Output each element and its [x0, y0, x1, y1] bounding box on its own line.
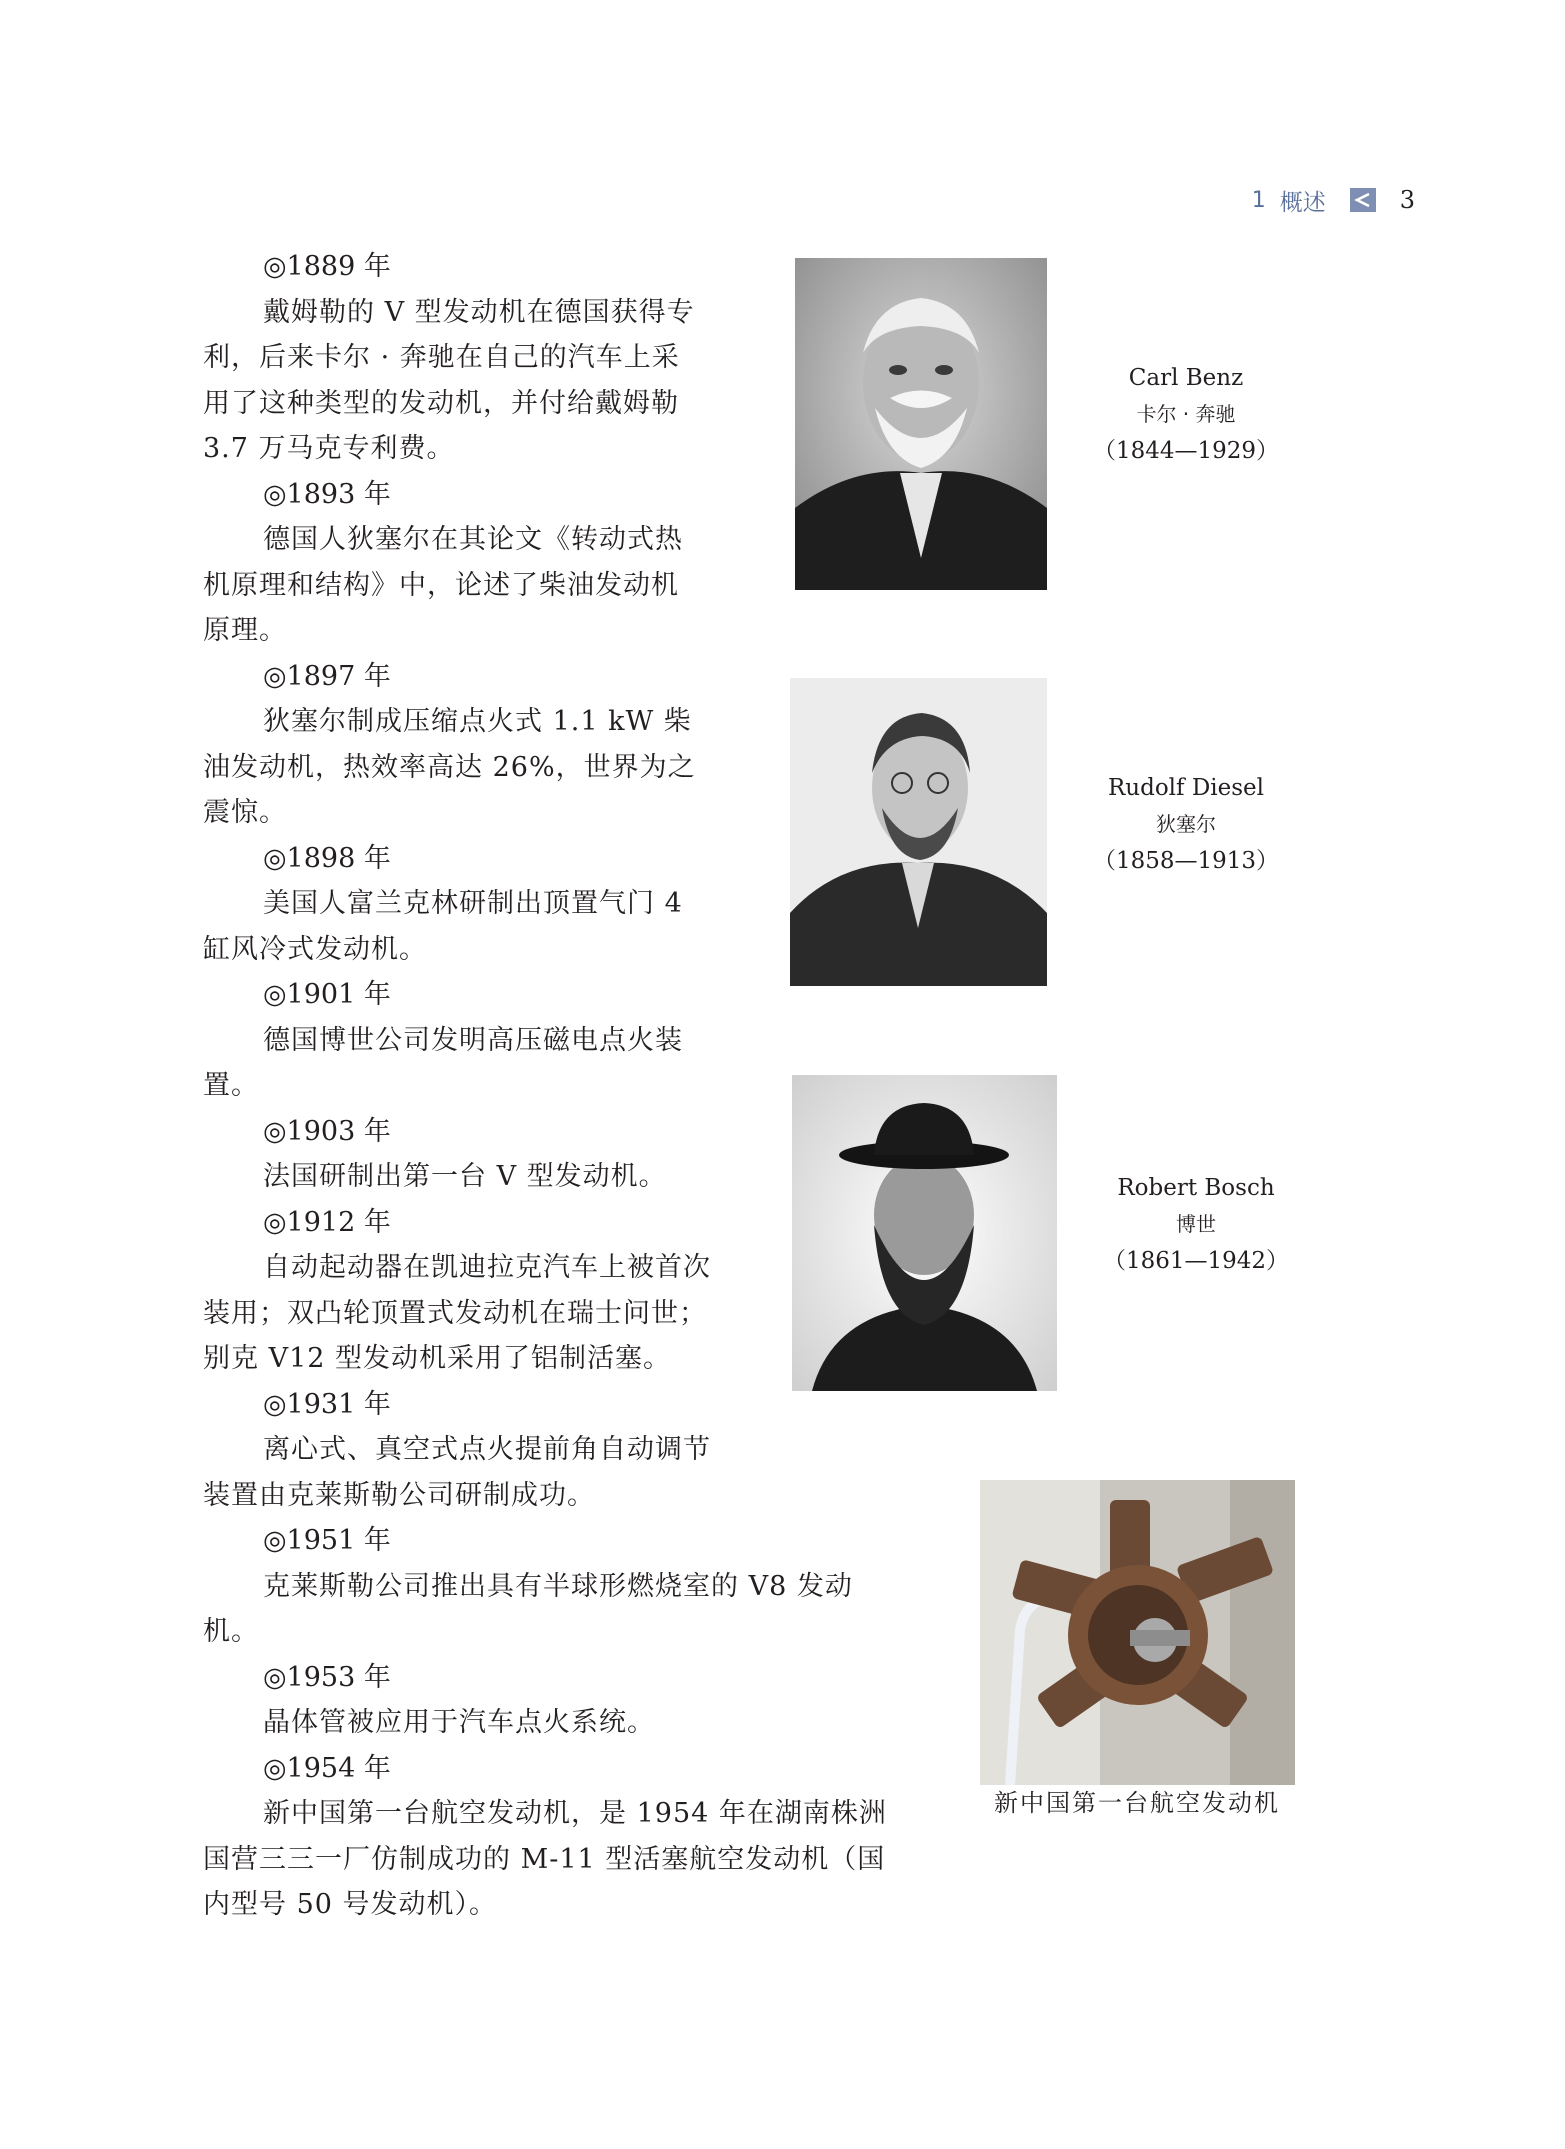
- engine-photo-caption: 新中国第一台航空发动机: [994, 1789, 1280, 1817]
- portrait-name-zh: 博世: [1176, 1212, 1216, 1236]
- portrait-carl-benz: [795, 258, 1047, 590]
- timeline-text: 德国人狄塞尔在其论文《转动式热机原理和结构》中，论述了柴油发动机原理。: [203, 524, 683, 646]
- portrait-robert-bosch: [792, 1075, 1057, 1391]
- timeline-year: ◎1897 年: [263, 660, 391, 692]
- portrait-rudolf-diesel: [790, 678, 1047, 986]
- page-number: 3: [1399, 186, 1415, 214]
- portrait-caption: [1076, 360, 1296, 470]
- portrait-name-zh: 狄塞尔: [1156, 812, 1216, 836]
- timeline-year: ◎1903 年: [263, 1115, 391, 1147]
- timeline-text: 自动起动器在凯迪拉克汽车上被首次装用；双凸轮顶置式发动机在瑞士问世；别克 V12 型发动机采用了铝制活塞。: [203, 1252, 711, 1374]
- timeline-text: 美国人富兰克林研制出顶置气门 4 缸风冷式发动机。: [203, 888, 683, 965]
- timeline-text: 晶体管被应用于汽车点火系统。: [263, 1707, 655, 1738]
- engine-photo: [980, 1480, 1295, 1785]
- timeline-year: ◎1898 年: [263, 842, 391, 874]
- timeline-text: 离心式、真空式点火提前角自动调节装置由克莱斯勒公司研制成功。: [203, 1434, 711, 1511]
- timeline-text: 戴姆勒的 V 型发动机在德国获得专利，后来卡尔 · 奔驰在自己的汽车上采用了这种类型的发动机，并付给戴姆勒 3.7 万马克专利费。: [203, 296, 695, 464]
- timeline-year: ◎1953 年: [263, 1661, 391, 1693]
- chapter-number: 1: [1251, 187, 1266, 213]
- portrait-caption: [1086, 1170, 1306, 1280]
- timeline-text: 克莱斯勒公司推出具有半球形燃烧室的 V8 发动机。: [203, 1570, 853, 1647]
- portrait-name-en: Robert Bosch: [1117, 1175, 1275, 1201]
- timeline-text: 新中国第一台航空发动机，是 1954 年在湖南株洲国营三三一厂仿制成功的 M-11 型活塞航空发动机（国内型号 50 号发动机）。: [203, 1798, 887, 1920]
- timeline: [203, 244, 893, 1928]
- page-header: [1252, 180, 1415, 220]
- timeline-text: 狄塞尔制成压缩点火式 1.1 kW 柴油发动机，热效率高达 26%，世界为之震惊。: [203, 706, 696, 828]
- chapter-title: 概述: [1279, 189, 1326, 216]
- portrait-name-en: Carl Benz: [1128, 365, 1244, 391]
- timeline-year: ◎1893 年: [263, 478, 391, 510]
- timeline-year: ◎1931 年: [263, 1388, 391, 1420]
- timeline-year: ◎1912 年: [263, 1206, 391, 1238]
- portrait-lifespan: （1858—1913）: [1092, 848, 1280, 874]
- portrait-name-en: Rudolf Diesel: [1107, 775, 1265, 801]
- portrait-caption: [1076, 770, 1296, 880]
- timeline-year: ◎1951 年: [263, 1525, 391, 1556]
- timeline-text: 德国博世公司发明高压磁电点火装置。: [203, 1024, 683, 1101]
- timeline-year: ◎1889 年: [263, 251, 391, 282]
- portrait-lifespan: （1861—1942）: [1102, 1248, 1290, 1274]
- timeline-year: ◎1954 年: [263, 1752, 391, 1784]
- chevron-left-icon: [1350, 188, 1376, 212]
- timeline-year: ◎1901 年: [263, 979, 391, 1010]
- timeline-text: 法国研制出第一台 V 型发动机。: [263, 1161, 667, 1192]
- portrait-lifespan: （1844—1929）: [1092, 438, 1280, 464]
- portrait-name-zh: 卡尔 · 奔驰: [1136, 402, 1236, 426]
